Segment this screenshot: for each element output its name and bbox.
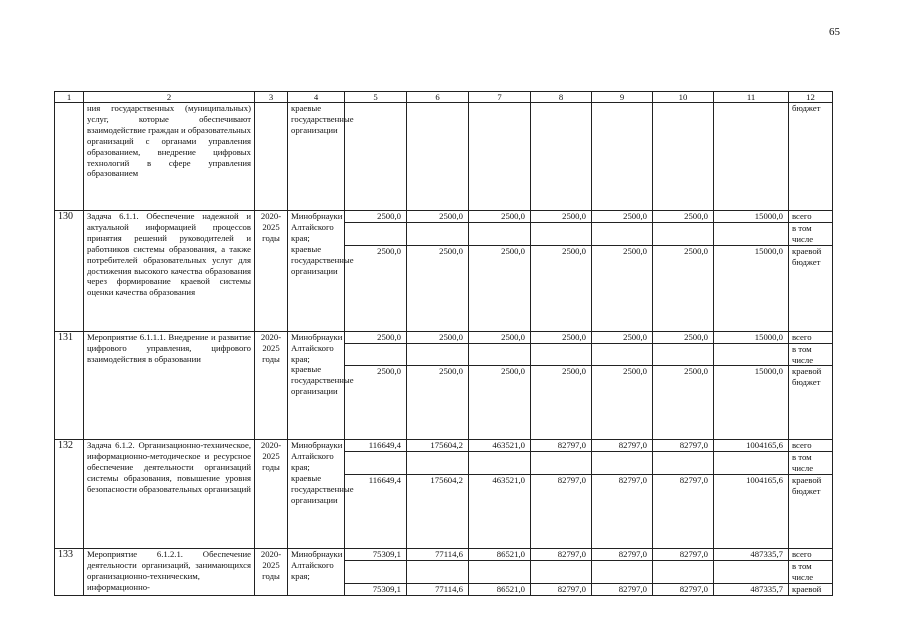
row-number-cell: 133 [55, 549, 84, 596]
value-cell [345, 343, 407, 366]
regional-value-cell: 175604,2 [407, 475, 469, 549]
value-cell [407, 452, 469, 475]
total-value-cell: 2500,0 [345, 211, 407, 223]
total-value-cell: 86521,0 [469, 549, 531, 561]
total-value-cell: 1004165,6 [714, 440, 789, 452]
column-number: 2 [84, 92, 255, 103]
value-cell [469, 452, 531, 475]
funding-source-cell: краевой бюджет [789, 245, 833, 331]
total-value-cell: 2500,0 [469, 331, 531, 343]
funding-source-cell: краевой бюджет [789, 366, 833, 440]
funding-source-cell: всего [789, 440, 833, 452]
regional-value-cell: 1004165,6 [714, 475, 789, 549]
description-cell: Задача 6.1.2. Организационно-техническое, информационно-методическое и ресурсное обеспечение деятельности организаций системы образования, повышение уровня безопасности образовательных организаций [84, 440, 255, 549]
table-row [55, 440, 833, 452]
value-cell [653, 561, 714, 584]
total-value-cell: 77114,6 [407, 549, 469, 561]
total-value-cell: 82797,0 [531, 549, 592, 561]
total-value-cell: 82797,0 [592, 440, 653, 452]
years-cell [255, 103, 288, 211]
years-cell: 2020-2025 годы [255, 211, 288, 332]
regional-value-cell: 2500,0 [469, 366, 531, 440]
regional-value-cell: 82797,0 [592, 475, 653, 549]
description-cell: ния государственных (муниципальных) услуг, которые обеспечивают взаимодействие граждан и образовательных организаций с органами управления образованием, внедрение цифровых технологий в сфере управления образованием [84, 103, 255, 211]
column-number: 5 [345, 92, 407, 103]
description-cell: Мероприятие 6.1.1.1. Внедрение и развитие цифрового управления, цифрового взаимодействия в образовании [84, 331, 255, 440]
regional-value-cell: 75309,1 [345, 583, 407, 595]
value-cell [714, 103, 789, 211]
funding-source-cell: краевой [789, 583, 833, 595]
regional-value-cell: 2500,0 [653, 366, 714, 440]
column-number-row [55, 92, 833, 103]
total-value-cell: 175604,2 [407, 440, 469, 452]
regional-value-cell: 2500,0 [592, 245, 653, 331]
page-number: 65 [829, 26, 840, 38]
total-value-cell: 2500,0 [592, 331, 653, 343]
value-cell [592, 343, 653, 366]
total-value-cell: 15000,0 [714, 211, 789, 223]
regional-value-cell: 82797,0 [592, 583, 653, 595]
value-cell [469, 222, 531, 245]
column-number: 11 [714, 92, 789, 103]
regional-value-cell: 82797,0 [531, 583, 592, 595]
regional-value-cell: 86521,0 [469, 583, 531, 595]
value-cell [714, 452, 789, 475]
column-number: 1 [55, 92, 84, 103]
value-cell [531, 343, 592, 366]
column-number: 3 [255, 92, 288, 103]
regional-value-cell: 82797,0 [531, 475, 592, 549]
years-cell: 2020-2025 годы [255, 331, 288, 440]
years-cell: 2020-2025 годы [255, 440, 288, 549]
funding-source-cell: в том числе [789, 561, 833, 584]
value-cell [345, 561, 407, 584]
total-value-cell: 15000,0 [714, 331, 789, 343]
funding-source-cell: в том числе [789, 222, 833, 245]
total-value-cell: 82797,0 [653, 549, 714, 561]
column-number: 12 [789, 92, 833, 103]
regional-value-cell: 82797,0 [653, 583, 714, 595]
column-number: 8 [531, 92, 592, 103]
regional-value-cell: 2500,0 [531, 366, 592, 440]
executor-cell: краевые государственные организации [288, 103, 345, 211]
regional-value-cell: 2500,0 [407, 245, 469, 331]
total-value-cell: 2500,0 [531, 211, 592, 223]
total-value-cell: 2500,0 [469, 211, 531, 223]
total-value-cell: 487335,7 [714, 549, 789, 561]
value-cell [653, 343, 714, 366]
value-cell [407, 222, 469, 245]
value-cell [407, 103, 469, 211]
total-value-cell: 2500,0 [653, 211, 714, 223]
regional-value-cell: 2500,0 [345, 366, 407, 440]
value-cell [345, 222, 407, 245]
executor-cell: Минобрнауки Алтайского края; [288, 549, 345, 596]
column-number: 10 [653, 92, 714, 103]
funding-source-cell: всего [789, 549, 833, 561]
funding-source-cell: бюджет [789, 103, 833, 211]
value-cell [714, 561, 789, 584]
value-cell [531, 103, 592, 211]
regional-value-cell: 2500,0 [653, 245, 714, 331]
description-cell: Задача 6.1.1. Обеспечение надежной и актуальной информацией процессов принятия решений руководителей и работников системы образования, а также потребителей образовательных услуг для достижения высокого качества образования через формирование краевой системы оценки качества образования [84, 211, 255, 332]
value-cell [407, 561, 469, 584]
executor-cell: Минобрнауки Алтайского края; краевые государственные организации [288, 211, 345, 332]
value-cell [592, 561, 653, 584]
row-number-cell: 131 [55, 331, 84, 440]
column-number: 4 [288, 92, 345, 103]
value-cell [345, 452, 407, 475]
description-cell: Мероприятие 6.1.2.1. Обеспечение деятельности организаций, занимающихся организационно-техническим, информационно- [84, 549, 255, 596]
regional-value-cell: 2500,0 [407, 366, 469, 440]
total-value-cell: 2500,0 [407, 331, 469, 343]
value-cell [714, 222, 789, 245]
value-cell [407, 343, 469, 366]
total-value-cell: 2500,0 [345, 331, 407, 343]
funding-source-cell: краевой бюджет [789, 475, 833, 549]
budget-table [54, 91, 833, 596]
row-number-cell: 132 [55, 440, 84, 549]
funding-source-cell: в том числе [789, 343, 833, 366]
regional-value-cell: 2500,0 [469, 245, 531, 331]
value-cell [653, 452, 714, 475]
total-value-cell: 2500,0 [653, 331, 714, 343]
regional-value-cell: 463521,0 [469, 475, 531, 549]
column-number: 7 [469, 92, 531, 103]
table-row [55, 211, 833, 223]
total-value-cell: 82797,0 [653, 440, 714, 452]
total-value-cell: 82797,0 [592, 549, 653, 561]
total-value-cell: 2500,0 [592, 211, 653, 223]
funding-source-cell: в том числе [789, 452, 833, 475]
total-value-cell: 463521,0 [469, 440, 531, 452]
value-cell [531, 561, 592, 584]
regional-value-cell: 15000,0 [714, 366, 789, 440]
value-cell [592, 222, 653, 245]
value-cell [469, 343, 531, 366]
regional-value-cell: 2500,0 [592, 366, 653, 440]
value-cell [531, 452, 592, 475]
regional-value-cell: 77114,6 [407, 583, 469, 595]
value-cell [531, 222, 592, 245]
value-cell [469, 103, 531, 211]
value-cell [469, 561, 531, 584]
regional-value-cell: 15000,0 [714, 245, 789, 331]
value-cell [592, 103, 653, 211]
total-value-cell: 2500,0 [407, 211, 469, 223]
column-number: 6 [407, 92, 469, 103]
table-row [55, 331, 833, 343]
years-cell: 2020-2025 годы [255, 549, 288, 596]
column-number: 9 [592, 92, 653, 103]
total-value-cell: 2500,0 [531, 331, 592, 343]
value-cell [714, 343, 789, 366]
value-cell [592, 452, 653, 475]
value-cell [653, 222, 714, 245]
carry-over-row [55, 103, 833, 211]
funding-source-cell: всего [789, 331, 833, 343]
row-number-cell [55, 103, 84, 211]
value-cell [653, 103, 714, 211]
total-value-cell: 82797,0 [531, 440, 592, 452]
regional-value-cell: 487335,7 [714, 583, 789, 595]
funding-source-cell: всего [789, 211, 833, 223]
total-value-cell: 116649,4 [345, 440, 407, 452]
total-value-cell: 75309,1 [345, 549, 407, 561]
regional-value-cell: 82797,0 [653, 475, 714, 549]
executor-cell: Минобрнауки Алтайского края; краевые государственные организации [288, 440, 345, 549]
regional-value-cell: 116649,4 [345, 475, 407, 549]
regional-value-cell: 2500,0 [531, 245, 592, 331]
regional-value-cell: 2500,0 [345, 245, 407, 331]
table-row [55, 549, 833, 561]
row-number-cell: 130 [55, 211, 84, 332]
executor-cell: Минобрнауки Алтайского края; краевые государственные организации [288, 331, 345, 440]
